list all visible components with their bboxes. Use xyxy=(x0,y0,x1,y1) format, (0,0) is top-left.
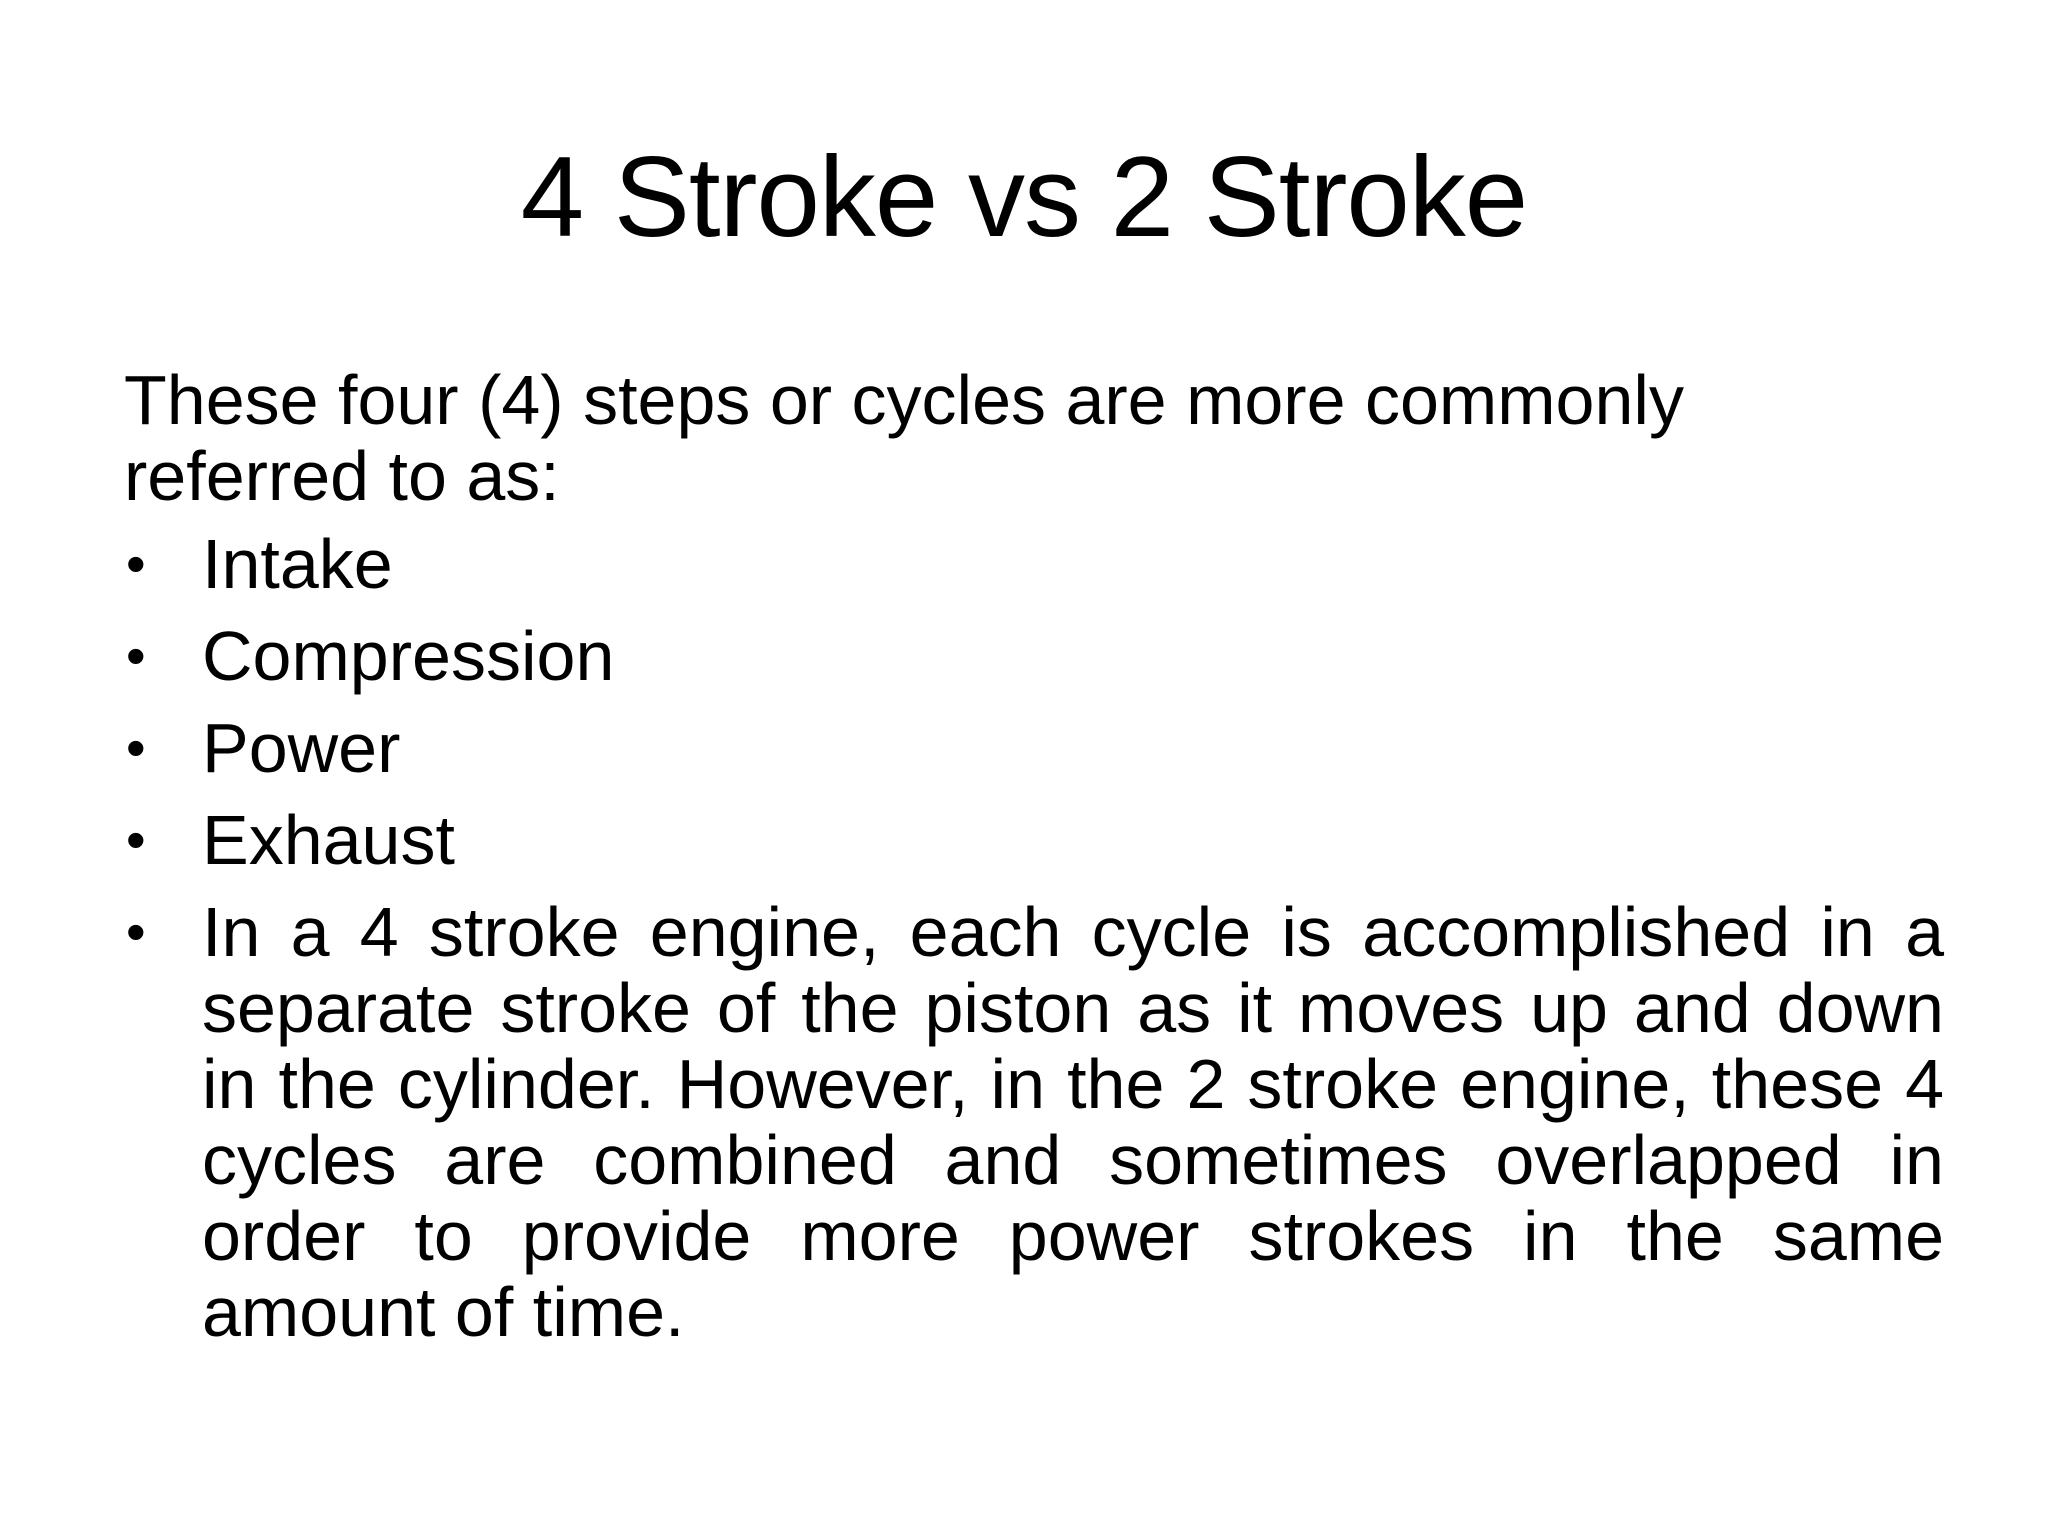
intro-text: These four (4) steps or cycles are more commonly referred to as: xyxy=(124,361,1684,515)
slide-body xyxy=(124,362,1944,1366)
list-item-label: Compression xyxy=(202,617,615,695)
list-item-intake xyxy=(124,526,1944,602)
bullet-icon: • xyxy=(126,532,146,595)
list-item-compression xyxy=(124,618,1944,694)
list-item-exhaust xyxy=(124,802,1944,878)
list-item-power xyxy=(124,710,1944,786)
list-item-label: Intake xyxy=(202,525,393,603)
bullet-icon: • xyxy=(126,624,146,687)
bullet-icon: • xyxy=(126,900,146,963)
bullet-icon: • xyxy=(126,716,146,779)
bullet-icon: • xyxy=(126,808,146,871)
list-item-label: Exhaust xyxy=(202,801,455,879)
list-item-label: In a 4 stroke engine, each cycle is accomplished in a separate stroke of the piston as it moves up and down in the cylinder. However, in the 2 stroke engine, these 4 cycles are combined and sometimes overlapped in order to provide more power strokes in the same amount of time. xyxy=(202,893,1944,1351)
list-item-explanation xyxy=(124,894,1944,1350)
list-item-label: Power xyxy=(202,709,401,787)
bullet-list xyxy=(124,526,1944,1350)
slide-title: 4 Stroke vs 2 Stroke xyxy=(520,134,1528,261)
